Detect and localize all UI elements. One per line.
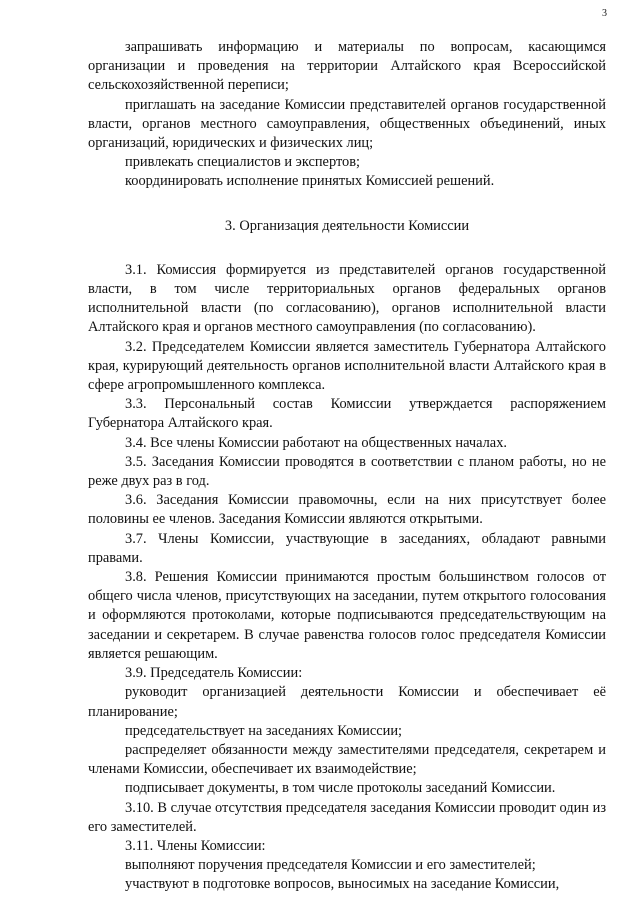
section-heading: 3. Организация деятельности Комиссии [224,217,470,234]
paragraph: привлекать специалистов и экспертов; [125,154,361,171]
paragraph: председательствует на заседаниях Комиссии; [125,722,403,739]
paragraph: 3.2. Председателем Комиссии является заместитель Губернатора Алтайского края, курирующий деятельность органов исполнительной власти Алтайского края в сфере агропромышленного комплекса. [88,338,606,394]
paragraph: участвуют в подготовке вопросов, выносимых на заседание Комиссии, [125,876,560,893]
paragraph: приглашать на заседание Комиссии представителей органов государственной власти, органов местного самоуправления, общественных объединений, иных организаций, юридических и физических лиц; [88,96,606,152]
paragraph: 3.8. Решения Комиссии принимаются простым большинством голосов от общего числа членов, присутствующих на заседании, путем открытого голосования и оформляются протоколами, которые подписываются председательствующим на заседании и секретарем. В случае равенства голосов голос председателя Комиссии является решающим. [88,569,606,662]
paragraph: 3.6. Заседания Комиссии правомочны, если на них присутствует более половины ее членов. Заседания Комиссии являются открытыми. [88,492,606,528]
paragraph: 3.9. Председатель Комиссии: [125,665,303,682]
paragraph: 3.7. Члены Комиссии, участвующие в заседаниях, обладают равными правами. [88,530,606,566]
paragraph: 3.4. Все члены Комиссии работают на общественных началах. [125,434,507,451]
paragraph: 3.10. В случае отсутствия председателя заседания Комиссии проводит один из его заместителей. [88,799,606,835]
paragraph: руководит организацией деятельности Комиссии и обеспечивает её планирование; [88,684,606,720]
page-number: 3 [602,8,607,19]
paragraph: запрашивать информацию и материалы по вопросам, касающимся организации и проведения на территории Алтайского края Всероссийской сельскохозяйственной переписи; [88,39,606,94]
paragraph: подписывает документы, в том числе протоколы заседаний Комиссии. [125,780,556,797]
paragraph: 3.1. Комиссия формируется из представителей органов государственной власти, в том числе территориальных органов федеральных органов исполнительной власти (по согласованию), органов исполнительной власти Алтайского края и органов местного самоуправления (по согласованию). [88,261,606,336]
document-body [88,38,606,895]
paragraph: 3.3. Персональный состав Комиссии утверждается распоряжением Губернатора Алтайского края. [88,396,606,432]
paragraph: выполняют поручения председателя Комиссии и его заместителей; [125,857,536,874]
paragraph: распределяет обязанности между заместителями председателя, секретарем и членами Комиссии, обеспечивает их взаимодействие; [88,741,606,778]
paragraph: 3.11. Члены Комиссии: [125,837,266,854]
paragraph: координировать исполнение принятых Комиссией решений. [125,173,495,190]
paragraph: 3.5. Заседания Комиссии проводятся в соответствии с планом работы, но не реже двух раз в год. [88,453,606,490]
